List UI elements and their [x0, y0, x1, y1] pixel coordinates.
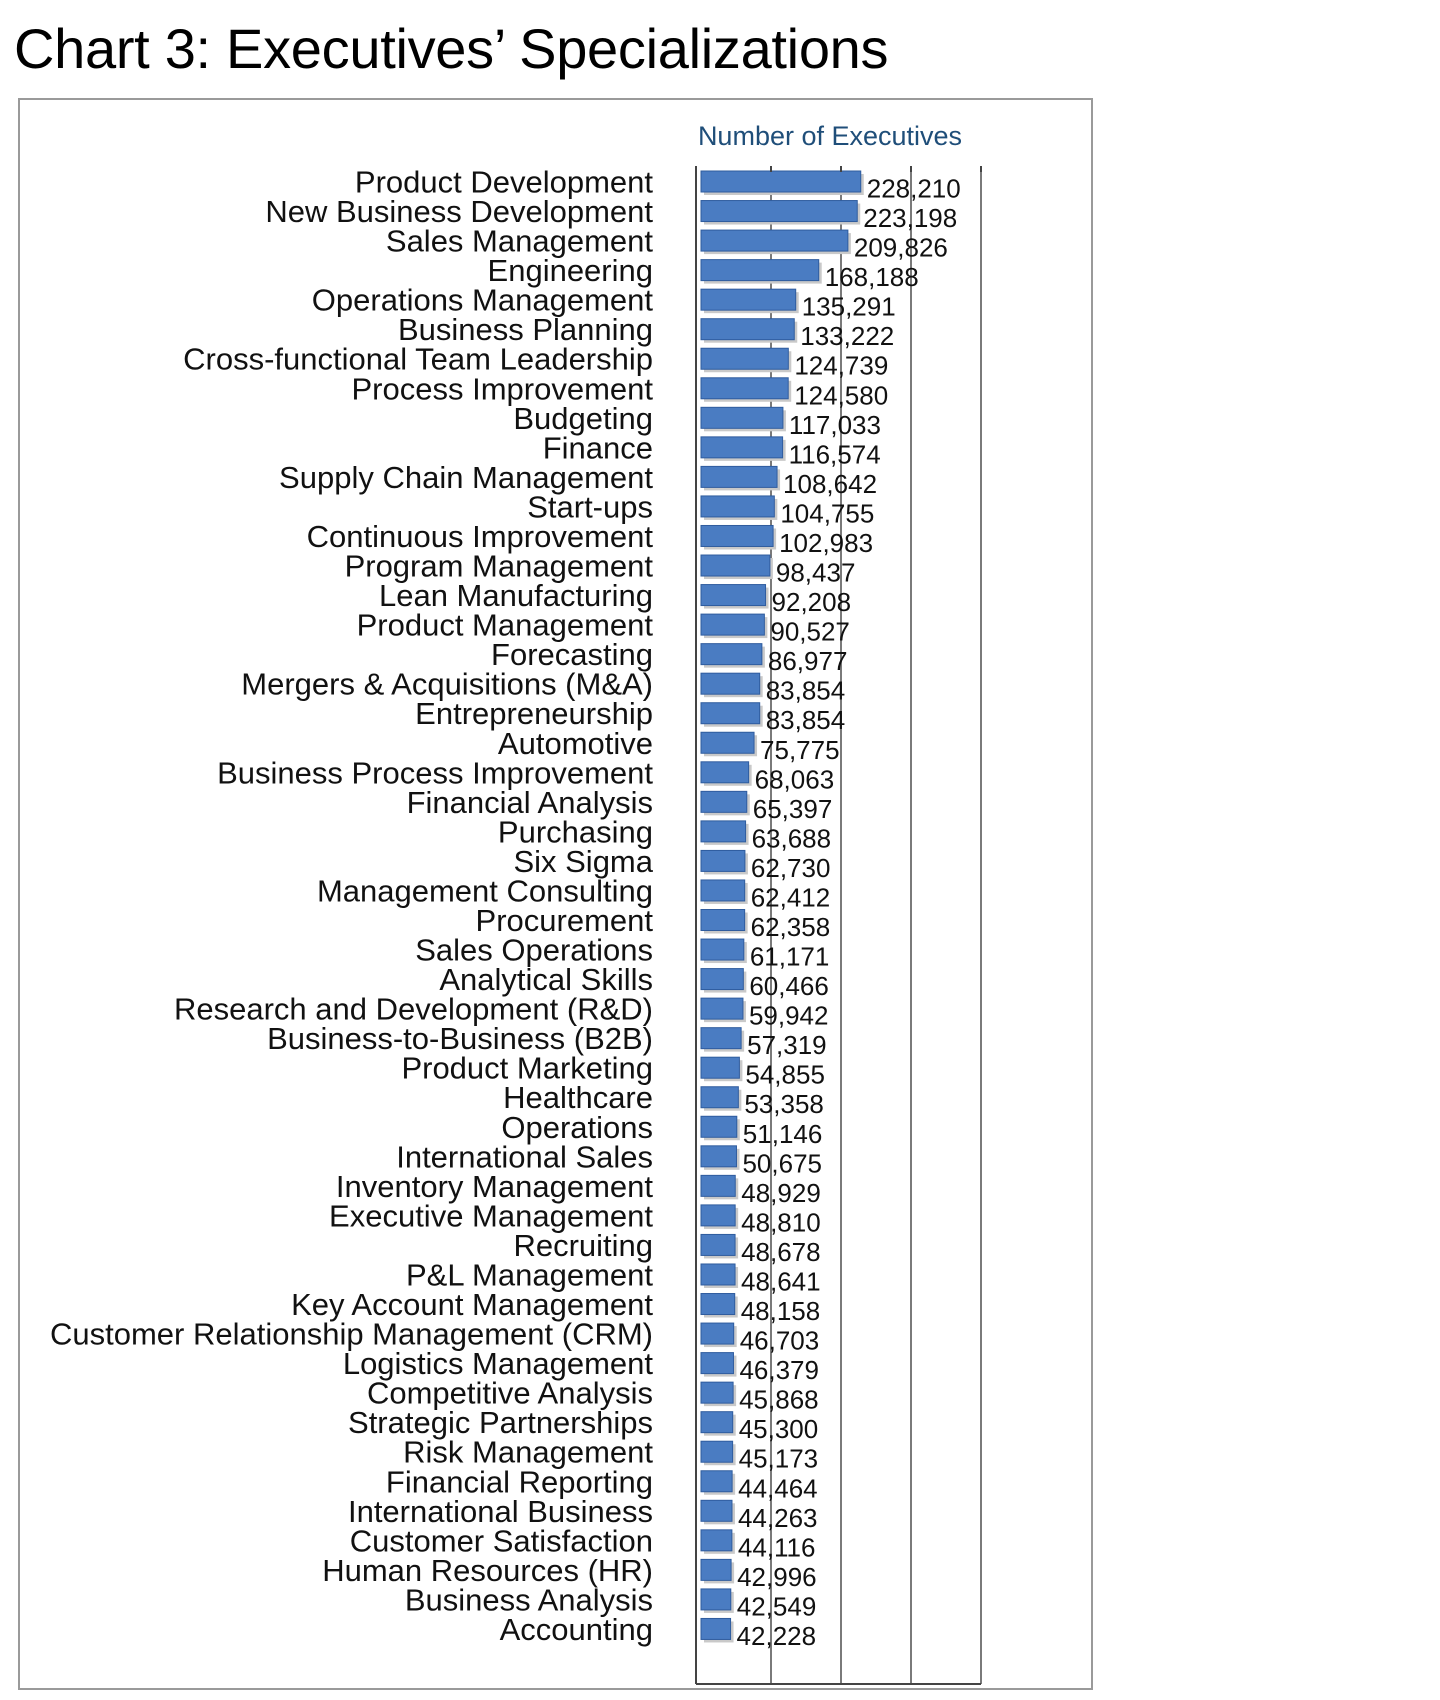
- data-label: 42,996: [737, 1561, 817, 1592]
- category-label: Financial Reporting: [385, 1464, 653, 1500]
- category-label: Cross-functional Team Leadership: [183, 341, 653, 377]
- data-label: 63,688: [751, 823, 832, 854]
- data-label: 83,854: [765, 675, 846, 706]
- chart-frame: [18, 98, 1093, 1690]
- category-label: Finance: [542, 430, 653, 466]
- data-label: 135,291: [801, 291, 896, 322]
- bar: [701, 762, 749, 783]
- data-label: 98,437: [775, 557, 856, 588]
- category-label: Executive Management: [329, 1198, 653, 1234]
- category-label: Supply Chain Management: [279, 459, 653, 495]
- bar: [701, 1412, 733, 1433]
- category-label: Forecasting: [491, 637, 653, 673]
- bar: [701, 466, 777, 487]
- data-label: 117,033: [788, 409, 881, 440]
- data-label: 124,739: [794, 350, 889, 381]
- category-label: New Business Development: [265, 194, 653, 230]
- bar: [701, 525, 773, 546]
- bar: [701, 1500, 732, 1521]
- bar: [701, 1028, 741, 1049]
- bar: [701, 1559, 731, 1580]
- bar: [701, 1264, 735, 1285]
- category-label: Purchasing: [497, 814, 653, 850]
- data-label: 62,358: [750, 912, 831, 942]
- category-label: P&L Management: [405, 1257, 653, 1293]
- bar: [701, 1294, 735, 1315]
- bar: [701, 910, 745, 931]
- category-label: Automotive: [497, 725, 653, 761]
- data-label: 62,412: [750, 882, 831, 913]
- data-label: 50,675: [742, 1148, 823, 1179]
- category-label: International Business: [347, 1493, 653, 1529]
- category-label: Logistics Management: [342, 1346, 653, 1382]
- bar: [701, 1205, 735, 1226]
- category-label: Product Marketing: [401, 1050, 653, 1086]
- bar: [701, 230, 848, 251]
- bar-chart: [20, 100, 1091, 1688]
- category-label: Business Analysis: [404, 1582, 653, 1618]
- data-label: 45,868: [739, 1384, 819, 1415]
- data-label: 209,826: [853, 232, 948, 263]
- data-label: 60,466: [749, 971, 829, 1002]
- category-label: Competitive Analysis: [366, 1375, 653, 1411]
- bar: [701, 1234, 735, 1255]
- data-label: 48,641: [741, 1266, 821, 1297]
- bar: [701, 407, 783, 428]
- bar: [701, 585, 766, 606]
- data-label: 116,574: [788, 439, 881, 470]
- bar: [701, 378, 788, 399]
- bar: [701, 1618, 731, 1639]
- category-label: Start-ups: [527, 489, 653, 525]
- bar: [701, 850, 745, 871]
- category-label: Continuous Improvement: [306, 518, 653, 554]
- data-label: 45,300: [738, 1414, 819, 1445]
- category-label: Six Sigma: [513, 843, 653, 879]
- bar: [701, 1146, 736, 1167]
- data-label: 45,173: [738, 1443, 819, 1474]
- category-label: Sales Management: [385, 223, 653, 259]
- category-label: Operations Management: [311, 282, 653, 318]
- category-label: Lean Manufacturing: [378, 578, 653, 614]
- data-label: 108,642: [783, 468, 878, 499]
- category-label: Product Management: [356, 607, 653, 643]
- data-label: 61,171: [749, 941, 830, 972]
- bar: [701, 969, 743, 990]
- bar: [701, 260, 819, 281]
- category-label: Inventory Management: [335, 1168, 653, 1204]
- bar: [701, 703, 760, 724]
- data-label: 44,116: [737, 1532, 816, 1563]
- bar: [701, 880, 745, 901]
- category-label: Procurement: [475, 903, 653, 938]
- data-label: 62,730: [750, 852, 831, 883]
- bar: [701, 791, 747, 812]
- bar: [701, 1087, 738, 1108]
- category-label: Human Resources (HR): [322, 1552, 653, 1588]
- data-label: 51,146: [742, 1118, 823, 1149]
- chart-title: Chart 3: Executives’ Specializations: [14, 17, 889, 80]
- data-label: 46,703: [739, 1325, 820, 1356]
- data-label: 48,810: [741, 1207, 821, 1238]
- bar: [701, 1175, 735, 1196]
- data-label: 133,222: [800, 321, 895, 352]
- data-label: 168,188: [824, 262, 919, 293]
- category-label: Recruiting: [513, 1227, 653, 1263]
- data-label: 42,549: [736, 1591, 817, 1622]
- bar: [701, 201, 857, 222]
- bar: [701, 1116, 737, 1137]
- data-label: 223,198: [863, 203, 958, 234]
- bar: [701, 1353, 733, 1374]
- data-label: 57,319: [747, 1030, 827, 1061]
- data-label: 124,580: [794, 380, 889, 411]
- category-label: Program Management: [344, 548, 653, 584]
- data-label: 44,464: [738, 1473, 818, 1504]
- bar: [701, 348, 788, 369]
- bar: [701, 673, 760, 694]
- category-label: Key Account Management: [291, 1287, 653, 1323]
- category-label: Business-to-Business (B2B): [267, 1021, 653, 1057]
- bar: [701, 732, 754, 753]
- category-label: Business Process Improvement: [217, 755, 653, 791]
- data-label: 42,228: [736, 1620, 817, 1651]
- category-label: Entrepreneurship: [415, 696, 653, 732]
- bar: [701, 821, 746, 842]
- data-label: 48,158: [740, 1296, 821, 1327]
- data-label: 46,379: [739, 1355, 819, 1386]
- labels: [50, 121, 962, 1651]
- category-label: Healthcare: [503, 1080, 653, 1116]
- data-label: 83,854: [765, 705, 846, 736]
- bar: [701, 1589, 731, 1610]
- bar: [701, 644, 762, 665]
- bar: [701, 555, 770, 576]
- category-label: Analytical Skills: [439, 962, 653, 998]
- data-label: 75,775: [760, 734, 840, 765]
- data-label: 104,755: [780, 498, 875, 529]
- category-label: Operations: [501, 1109, 653, 1145]
- bar: [701, 1382, 733, 1403]
- data-label: 68,063: [754, 764, 835, 795]
- data-label: 102,983: [779, 527, 874, 558]
- data-label: 48,929: [741, 1177, 821, 1208]
- bar: [701, 1530, 732, 1551]
- category-label: Financial Analysis: [406, 784, 653, 820]
- bar: [701, 939, 744, 960]
- data-label: 59,942: [748, 1000, 829, 1031]
- data-label: 90,527: [770, 616, 850, 647]
- bar: [701, 614, 764, 635]
- bar: [701, 998, 743, 1019]
- category-label: International Sales: [396, 1139, 653, 1175]
- category-label: Risk Management: [403, 1434, 653, 1470]
- bar: [701, 496, 774, 517]
- category-label: Business Planning: [397, 312, 653, 348]
- bar: [701, 319, 794, 340]
- data-label: 65,397: [752, 793, 833, 824]
- data-label: 53,358: [744, 1089, 824, 1120]
- bar: [701, 1057, 739, 1078]
- category-label: Engineering: [487, 253, 653, 289]
- data-label: 228,210: [866, 173, 961, 204]
- category-label: Management Consulting: [316, 873, 653, 909]
- category-label: Product Development: [354, 164, 653, 200]
- data-label: 86,977: [767, 646, 848, 677]
- category-label: Process Improvement: [351, 371, 653, 407]
- bar: [701, 1323, 734, 1344]
- category-label: Customer Satisfaction: [349, 1523, 653, 1559]
- category-label: Research and Development (R&D): [174, 991, 653, 1027]
- category-label: Customer Relationship Management (CRM): [49, 1316, 653, 1352]
- data-label: 48,678: [741, 1236, 821, 1267]
- data-label: 44,263: [737, 1502, 818, 1533]
- bar: [701, 437, 783, 458]
- category-label: Sales Operations: [415, 932, 653, 968]
- category-label: Budgeting: [513, 400, 653, 436]
- category-label: Mergers & Acquisitions (M&A): [241, 666, 653, 702]
- bar: [701, 171, 861, 192]
- data-label: 92,208: [771, 587, 852, 618]
- bar: [701, 1441, 733, 1462]
- x-axis-title: Number of Executives: [697, 121, 963, 151]
- data-label: 54,855: [745, 1059, 825, 1090]
- category-label: Strategic Partnerships: [348, 1405, 653, 1441]
- category-label: Accounting: [499, 1611, 653, 1647]
- bar: [701, 1471, 732, 1492]
- bar: [701, 289, 796, 310]
